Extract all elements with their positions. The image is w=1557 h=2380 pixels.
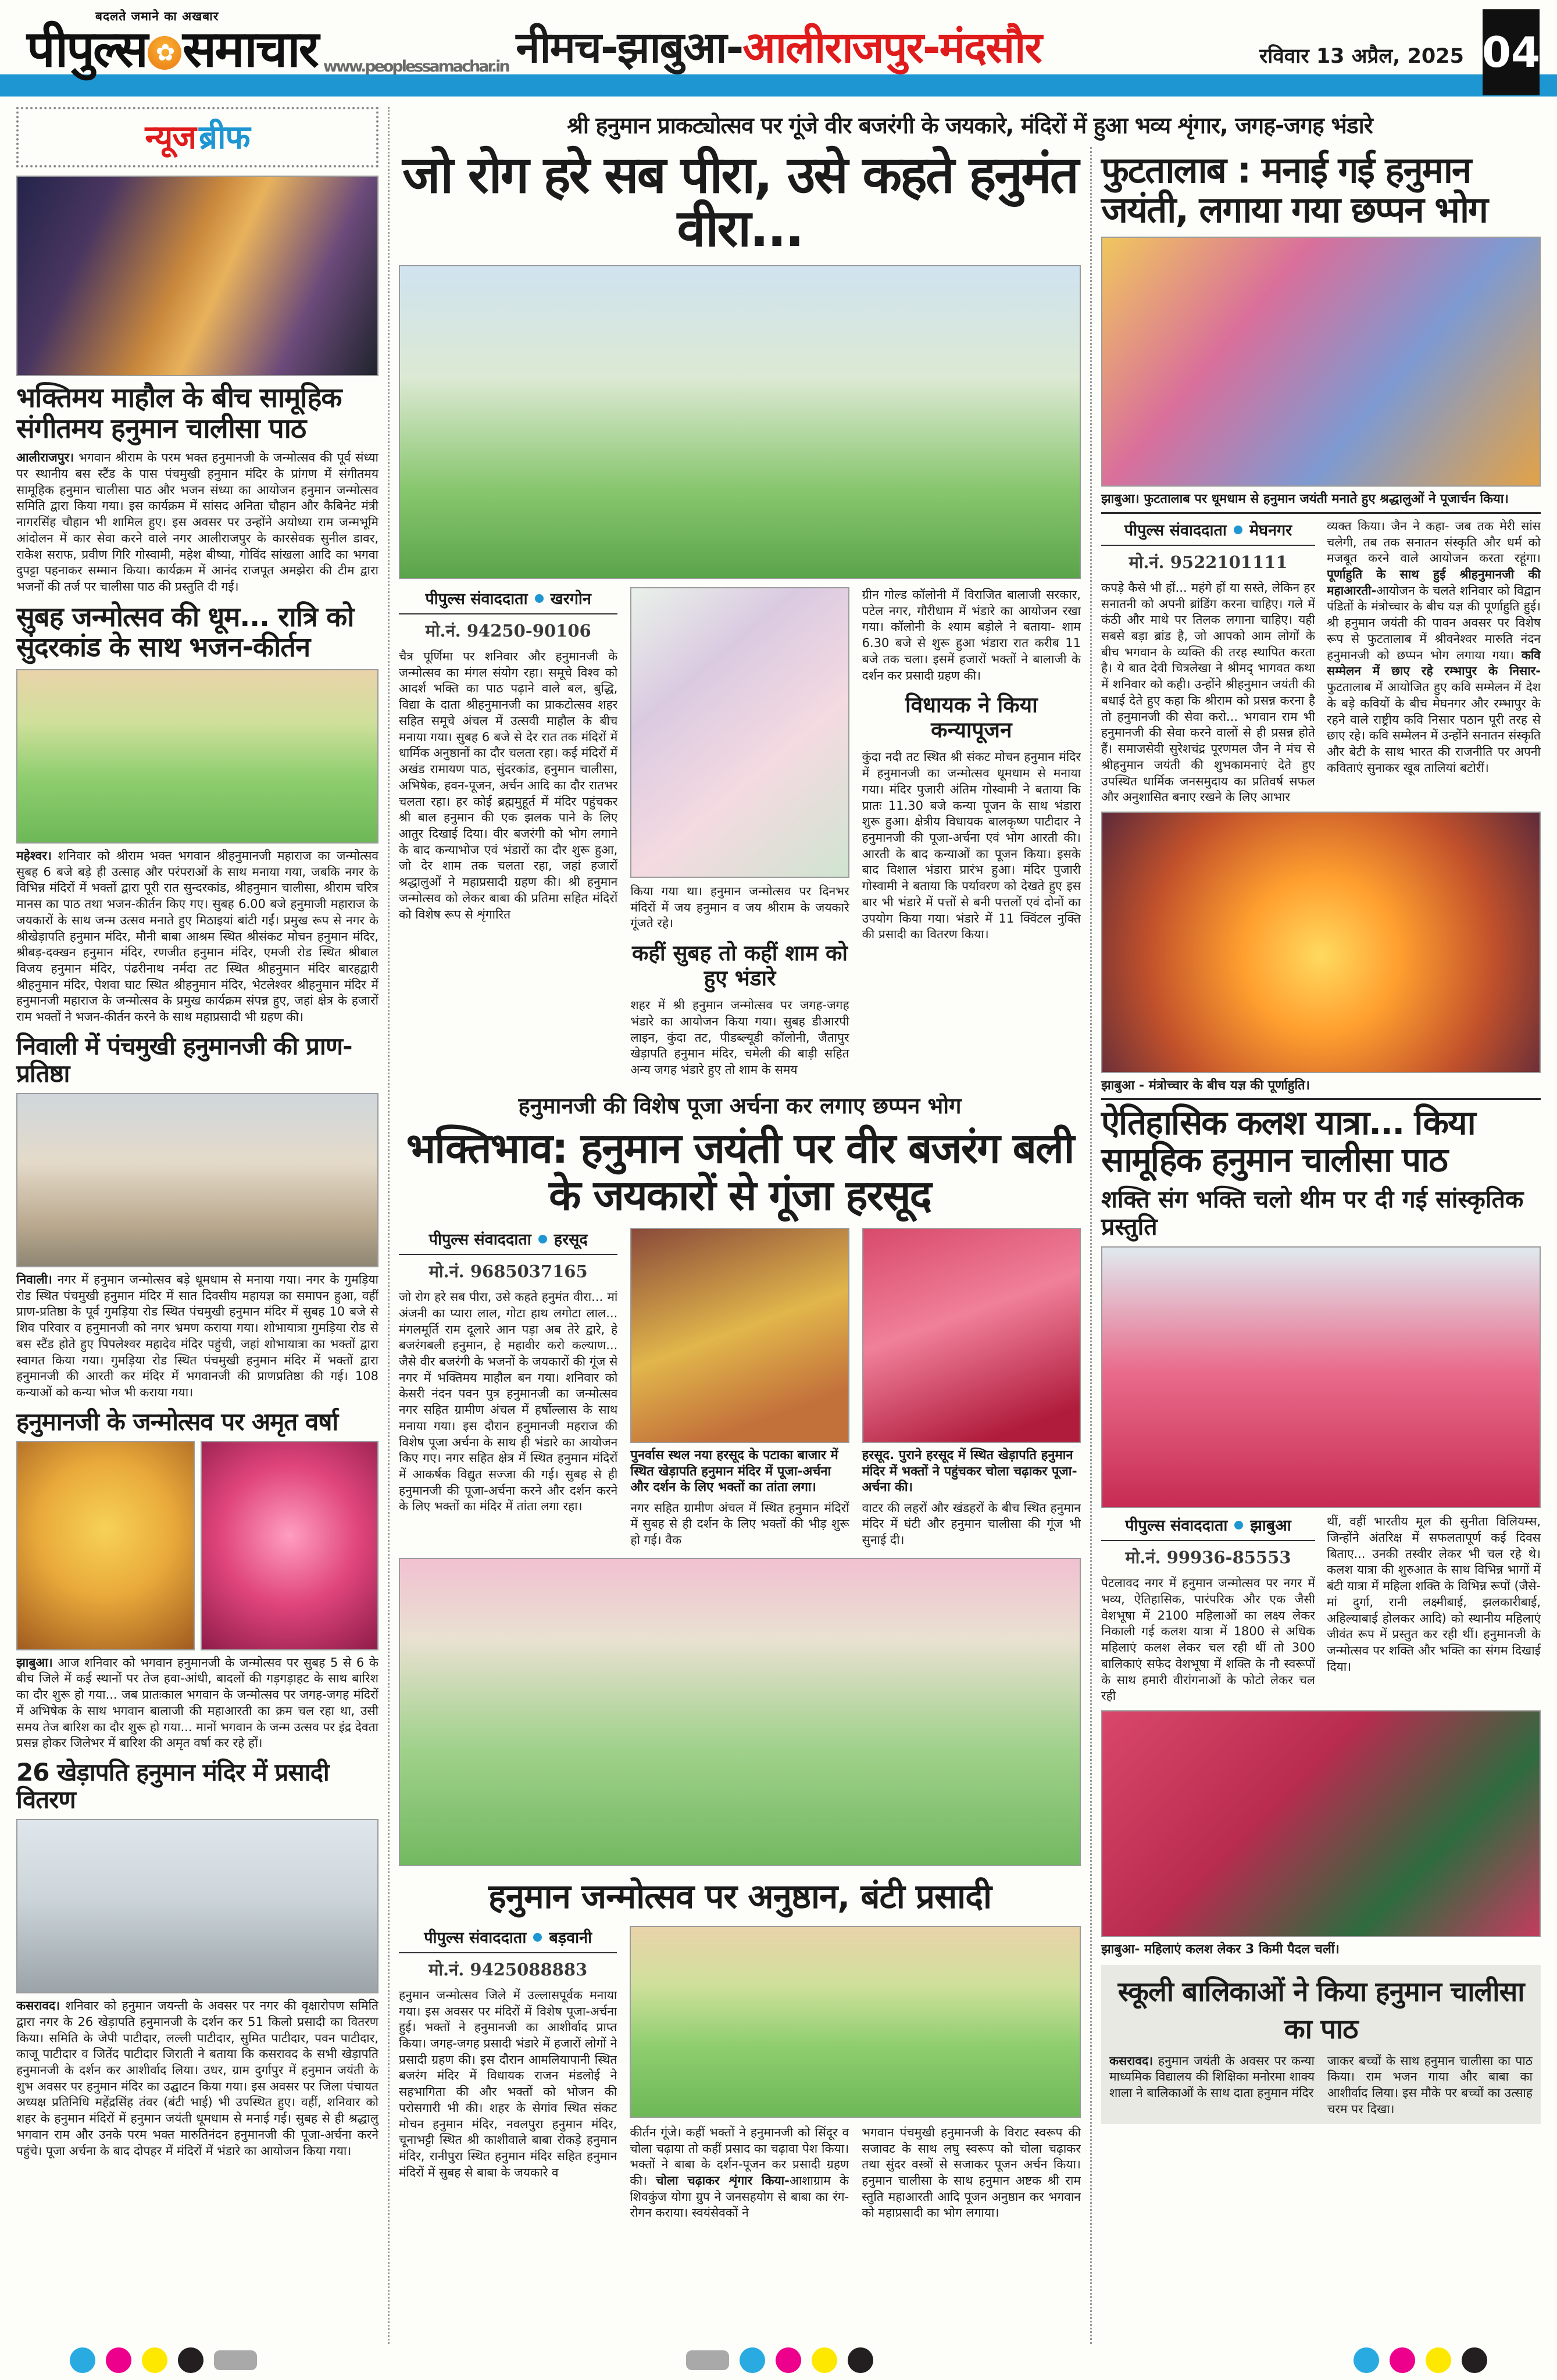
photo-idol-decorated xyxy=(201,1441,379,1650)
page-region-title xyxy=(516,16,1041,75)
futtalab-col2-bold2: कवि सम्मेलन में छाए रहे रम्भापुर के निसार- xyxy=(1327,648,1541,678)
harsud-col1-text: जो रोग हरे सब पीरा, उसे कहते हनुमंत वीरा... मां अंजनी का प्यारा लाल, गोटा हाथ लगोटा लाल... मंगलमूर्ति राम दूलारे आन पड़ा अब तेरे द्वारे, हे बजरंगबली हनुमान, हे महावीर करो कल्याण... जैसे वीर बजरंगी के भजनों के जयकारों की गूंज से नगर में भक्तिमय माहौल बन गया। शनिवार को केसरी नंदन पवन पुत्र हनुमानजी का जन्मोत्सव नगर सहित ग्रामीण अंचल में हर्षोल्लास के साथ मनाया गया। इस दौरान हनुमानजी महराज की विशेष पूजा अर्चना के साथ ही भंडारे का आयोजन किए गए। नगर सहित क्षेत्र में स्थित हनुमान मंदिरों में आकर्षक विद्युत सज्जा की गई। सुबह से ही हनुमानजी की पूजा-अर्चना करने और दर्शन करने के लिए भक्तों का मंदिर में तांता लगा रहा। xyxy=(399,1290,618,1514)
photo-badwani-prasadi-rows xyxy=(630,1926,1081,2118)
harsud-headline: भक्तिभाव: हनुमान जयंती पर वीर बजरंग बली के जयकारों से गूंजा हरसूद xyxy=(406,1123,1074,1220)
news-brief-title-blue: ब्रीफ xyxy=(199,119,250,156)
futtalab-byline xyxy=(1101,519,1315,546)
registration-group-center xyxy=(686,2347,873,2373)
futtalab-col-1 xyxy=(1101,519,1315,806)
photo-kasrawad-group xyxy=(16,1819,378,1993)
lead-text-columns xyxy=(399,587,1081,1078)
lead-col-3 xyxy=(862,587,1081,1078)
photo-alirajpur-evening-event xyxy=(16,176,378,376)
logo-word-left: पीपुल्स xyxy=(27,20,147,78)
subhead-bhandare: कहीं सुबह तो कहीं शाम को हुए भंडारे xyxy=(631,941,848,991)
brief-1-text: भगवान श्रीराम के परम भक्त हनुमानजी के जन्मोत्सव की पूर्व संध्या पर स्थानीय बस स्टैंड के पास पंचमुखी हनुमान मंदिर के प्रांगण में संगीतमय सामूहिक हनुमान चालीसा पाठ और भजन संध्या का आयोजन हनुमान जन्मोत्सव समिति द्वारा किया गया। इस कार्यक्रम में सांसद अनिता चौहान और कैबिनेट मंत्री नागरसिंह चौहान भी शामिल हुए। इस अवसर पर उन्होंने अयोध्या राम जन्मभूमि आंदोलन में कार सेवा करने वाले नगर आलीराजपुर के कारसेवक सुनील डावर, राकेश सराफ, प्रवीण गिरि गोस्वामी, महेश बीष्या, गोविंद सांखला आदि का भगवा दुपट्टा पहनाकर सम्मान किया। कार्यक्रम में आनंद राजपूत अमझेरा की टीम द्वारा भजनों की तर्ज पर चालीसा पाठ की प्रस्तुति दी गई। xyxy=(16,451,378,594)
news-brief-header xyxy=(16,107,378,167)
futtalab-col1-text: कपड़े कैसे भी हों... महंगे हों या सस्ते, लेकिन हर सनातनी को अपनी ब्रांडिंग करना चाहिए। गले में कंठी और माथे पर तिलक लगाना चाहिए। यही सबसे बड़ा ब्रांड है, जो आपको आम लोगों के बीच भगवान के व्यक्ति की तरह स्थापित करता है। ये बात देवी चित्रलेखा ने श्रीमद् भागवत कथा में शनिवार को कही। उन्होंने श्रीहनुमान जयंती की बधाई देते हुए कहा कि श्रीराम को प्रसन्न करना है तो हनुमानजी की सेवा करो... भगवान राम भी हनुमानजी की सेवा करने वालों से ही प्रसन्न होते हैं। समाजसेवी सुरेशचंद्र पूरणमल जैन ने मंच से श्रीहनुमान जयंती की शुभकामनाएं देते हुए उपस्थित धार्मिक जनसमुदाय का प्रतिवर्ष सफल और अनुशासित बनाए रखने के लिए आभार xyxy=(1101,580,1315,805)
lead-reporter: पीपुल्स संवाददाता xyxy=(425,590,528,609)
kalash-phone: मो.नं. 99936-85553 xyxy=(1125,1548,1291,1568)
kalash-headline: ऐतिहासिक कलश यात्रा... किया सामूहिक हनुमान चालीसा पाठ xyxy=(1101,1103,1475,1180)
futtalab-photo-caption: झाबुआ। फुटतालाब पर धूमधाम से हनुमान जयंती मनाते हुए श्रद्धालुओं ने पूजार्चन किया। xyxy=(1101,487,1541,514)
kalash-byline xyxy=(1101,1514,1315,1541)
byline-dot-icon xyxy=(533,1933,542,1942)
futtalab-col-2 xyxy=(1327,519,1541,806)
brief-5-headline: 26 खेड़ापति हनुमान मंदिर में प्रसादी वितरण xyxy=(16,1758,329,1814)
logo-word-right: समाचार xyxy=(182,20,317,78)
brief-3-body xyxy=(16,1272,378,1401)
harsud-photo2-caption: हरसूद. पुराने हरसूद में स्थित खेड़ापति हनुमान मंदिर में भक्तों ने पहुंचकर चोला चढ़ाकर पूजा-अर्चना की। xyxy=(862,1448,1077,1495)
logo-title xyxy=(27,20,509,78)
right-column xyxy=(1090,147,1541,2344)
lead-col1-text: चैत्र पूर्णिमा पर शनिवार और हनुमानजी के जन्मोत्सव का मंगल संयोग रहा। समूचे विश्व को आदर्श भक्ति का पाठ पढ़ाने वाले बल, बुद्धि, विद्या के दाता श्रीहनुमानजी का प्राकटोत्सव शहर सहित समूचे अंचल में उत्सवी माहौल के बीच मनाया गया। सुबह 6 बजे से देर रात तक मंदिरों में धार्मिक अनुष्ठानों का दौर चलता रहा। कई मंदिरों में अखंड रामायण पाठ, सुंदरकांड, हनुमान चालीसा, अभिषेक, हवन-पूजन, अर्चन आदि का दौर रातभर चलता रहा। हर कोई ब्रह्ममुहूर्त में मंदिर पहुंचकर श्री बाल हनुमान की एक झलक पाने के लिए आतुर दिखाई दिया। वीर बजरंगी को भोग लगाने के बाद कन्याभोज एवं भंडारों का दौर शुरू हुआ, जो देर शाम तक चलता रहा, जहां हजारों श्रद्धालुओं ने महाप्रसादी ग्रहण की। श्री हनुमान जन्मोत्सव को लेकर बाबा की प्रतिमा सहित मंदिरों को विशेष रूप से शृंगारित xyxy=(399,649,618,921)
brief-2-text: शनिवार को श्रीराम भक्त भगवान श्रीहनुमानजी महाराज का जन्मोत्सव सुबह 6 बजे बड़े ही उत्साह और परंपराओं के साथ मनाया गया, जबकि नगर के विभिन्न मंदिरों में भक्तों द्वारा पूरी रात सुन्दरकांड, श्रीहनुमान चालीसा, श्रीराम चरित्र मानस का पाठ तथा भजन-कीर्तन किए गए। सुबह 6.00 बजे हनुमाजी महाराज के जयकारों के साथ जन्म उत्सव मनाते हुए मिठाइयां बांटी गईं। प्रमुख रूप से नगर के श्रीखेड़ापति हनुमान मंदिर, मौनी बाबा आश्रम स्थित श्रीसंकट मोचन हनुमान मंदिर, श्रीबड़-दक्खन हनुमान मंदिर, रणजीत हनुमान मंदिर, एमजी रोड स्थित श्रीबाल विजय हनुमान मंदिर, पंढरीनाथ नर्मदा तट स्थित श्रीहनुमान मंदिर बारहद्वारी श्रीहनुमान मंदिर, पेशवा घाट स्थित श्रीहनुमान मंदिर, भेटलेश्वर श्रीहनुमान मंदिर में हनुमानजी महाराज के जन्मोत्सव के प्रमुख कार्यक्रम संपन्न हुए, जहां क्षेत्र के हजारों राम भक्तों ने भजन-कीर्तन करने के साथ महाप्रसादी भी ग्रहण की। xyxy=(16,848,378,1024)
futtalab-columns xyxy=(1101,519,1541,806)
photo-harsud-khedapati-idol xyxy=(862,1228,1081,1443)
lead-story-column xyxy=(399,147,1081,2344)
harsud-byline xyxy=(399,1228,617,1255)
futtalab-col2b: आयोजन के चलते शनिवार को विद्वान पंडितों के मंत्रोच्चार के बीच यज्ञ की पूर्णाहुति हुई। श्री हनुमान जयंती की पावन अवसर पर विशेष रूप से फुटतालाब में श्रीवनेश्वर मारुति नंदन हनुमानजी को छप्पन भोग लगाया गया। xyxy=(1327,583,1541,662)
harsud-phone: मो.नं. 9685037165 xyxy=(428,1262,588,1282)
page-content xyxy=(0,100,1557,2344)
badwani-headline: हनुमान जन्मोत्सव पर अनुष्ठान, बंटी प्रसादी xyxy=(488,1876,992,1916)
brief-5-dateline: कसरावद। xyxy=(16,1999,60,2013)
photo-futtalab-temple-group xyxy=(1101,237,1541,487)
women-photo-caption: झाबुआ- महिलाएं कलश लेकर 3 किमी पैदल चलीं। xyxy=(1101,1942,1340,1957)
futtalab-place: मेघनगर xyxy=(1249,521,1292,539)
harsud-photo1-caption: पुनर्वास स्थल नया हरसूद के पटाका बाजार में स्थित खेड़ापति हनुमान मंदिर में पूजा-अर्चना और दर्शन के लिए भक्तों का तांता लगा। xyxy=(630,1448,838,1495)
photo-kalash-yatra-women xyxy=(1101,1246,1541,1508)
badwani-col1-text: हनुमान जन्मोत्सव जिले में उल्लासपूर्वक मनाया गया। इस अवसर पर मंदिरों में विशेष पूजा-अर्चना हुई। भक्तों ने हनुमानजी का आशीर्वाद प्राप्त किया। जगह-जगह प्रसादी भंडारे में हजारों लोगों ने प्रसादी ग्रहण की। इस दौरान आमलियापानी स्थित बजरंग मंदिर में विधायक राजन मंडलोई ने सहभागिता की और भक्तों को भोजन की परोसगारी भी की। शहर के सेगांव स्थित संकट मोचन हनुमान मंदिर, नवलपुरा हनुमान मंदिर, चूनाभट्टी स्थित श्री काशीवाले बाबा रोकड़े हनुमान मंदिर, रानीपुरा स्थित हनुमान मंदिर सहित हनुमान मंदिरों में सुबह से बाबा के जयकारे व xyxy=(399,1988,617,2179)
brief-2-headline: सुबह जन्मोत्सव की धूम... रात्रि को सुंदरकांड के साथ भजन-कीर्तन xyxy=(16,601,354,664)
registration-dot-magenta xyxy=(776,2347,801,2373)
badwani-col2-bold: चोला चढ़ाकर शृंगार किया- xyxy=(656,2173,790,2188)
futtalab-col2-bold1: पूर्णाहुति के साथ हुई श्रीहनुमानजी की महाआरती- xyxy=(1327,567,1541,598)
photo-women-with-kalash-closeup xyxy=(1101,1710,1541,1937)
lead-col-2 xyxy=(630,587,849,1078)
badwani-col2a: कीर्तन गूंजे। कहीं भक्तों ने हनुमानजी को सिंदूर व चोला चढ़ाया तो कहीं प्रसाद का चढ़ावा पेश किया। भक्तों ने बाबा के दर्शन-पूजन कर प्रसादी ग्रहण की। xyxy=(630,2125,849,2188)
futtalab-reporter: पीपुल्स संवाददाता xyxy=(1124,521,1227,539)
harsud-reporter: पीपुल्स संवाददाता xyxy=(428,1231,531,1249)
yagna-photo-caption: झाबुआ - मंत्रोच्चार के बीच यज्ञ की पूर्णाहुति। xyxy=(1101,1073,1541,1100)
badwani-col-1 xyxy=(399,1926,617,2221)
photo-niwali-procession xyxy=(16,1093,378,1267)
brief-5-body xyxy=(16,1998,378,2159)
harsud-kicker: हनुमानजी की विशेष पूजा अर्चना कर लगाए छप्पन भोग xyxy=(518,1092,962,1118)
badwani-two-cols xyxy=(630,2125,1081,2221)
lead-headline: जो रोग हरे सब पीरा, उसे कहते हनुमंत वीरा... xyxy=(402,145,1077,258)
main-area xyxy=(399,107,1541,2344)
kalash-col1-text: पेटलावद नगर में हनुमान जन्मोत्सव पर नगर में भव्य, ऐतिहासिक, पारंपरिक और एक जैसी वेशभूषा में 2100 महिलाओं का लक्ष्य लेकर निकाली गई कलश यात्रा में 1800 से अधिक महिलाएं कलश लेकर चल रही थीं तो 300 बालिकाएं सफेद वेशभूषा में शक्ति के नौ स्वरूपों के साथ हमारी वीरांगनाओं के फोटो लेकर चल रही xyxy=(1101,1576,1315,1703)
registration-dot-magenta xyxy=(106,2347,131,2373)
region-red: आलीराजपुर-मंदसौर xyxy=(742,23,1041,73)
kalash-place: झाबुआ xyxy=(1250,1517,1291,1535)
kalash-subhead: शक्ति संग भक्ति चलो थीम पर दी गई सांस्कृतिक प्रस्तुति xyxy=(1101,1185,1524,1241)
lead-col-1 xyxy=(399,587,617,1078)
harsud-place: हरसूद xyxy=(553,1231,588,1249)
brief-4-body xyxy=(16,1655,378,1752)
registration-dot-yellow xyxy=(142,2347,167,2373)
harsud-col-2 xyxy=(630,1228,849,1549)
registration-dot-yellow xyxy=(812,2347,837,2373)
issue-date: रविवार 13 अप्रैल, 2025 xyxy=(1259,45,1464,68)
photo-maheshwar-feast xyxy=(16,669,378,844)
photo-harsud-temple-idol xyxy=(630,1228,849,1443)
harsud-col3-text: वाटर की लहरों और खंडहरों के बीच स्थित हनुमान मंदिर में घंटी और हनुमान चालीसा की गूंज भी सुनाई दी। xyxy=(862,1500,1081,1548)
brief-3-dateline: निवाली। xyxy=(16,1272,52,1287)
photo-street-bhandara-crowd xyxy=(399,1558,1081,1866)
brief-1-body xyxy=(16,450,378,595)
photo-idol-golden xyxy=(16,1441,195,1650)
main-split xyxy=(399,147,1541,2344)
masthead xyxy=(0,0,1557,100)
registration-gray-mark xyxy=(214,2350,257,2370)
registration-group-left xyxy=(70,2347,257,2373)
brief-3-text: नगर में हनुमान जन्मोत्सव बड़े धूमधाम से मनाया गया। नगर के गुमड़िया रोड स्थित पंचमुखी हनुमान मंदिर में सात दिवसीय महायज्ञ का समापन हुआ, वहीं प्राण-प्रतिष्ठा के पूर्व गुमड़िया रोड स्थित पंचमुखी हनुमान मंदिर में सुबह 10 बजे से शिव परिवार व हनुमानजी को नगर भ्रमण कराया गया। शोभायात्रा गुमड़िया रोड से बस स्टैंड होते हुए पिपलेश्वर महादेव मंदिर पहुंची, जहां शोभायात्रा का भक्तों द्वारा स्वागत किया गया। गुमड़िया रोड स्थित पंचमुखी हनुमान मंदिर में भक्तों द्वारा हनुमानजी की आरती कर मंदिर में भगवानजी की प्राणप्रतिष्ठा की गई। 108 कन्याओं को कन्या भोज भी कराया गया। xyxy=(16,1272,378,1399)
registration-dot-magenta xyxy=(1390,2347,1415,2373)
lead-byline xyxy=(399,587,617,614)
brief-5-text: शनिवार को हनुमान जयन्ती के अवसर पर नगर की वृक्षारोपण समिति द्वारा नगर के 26 खेड़ापति हनुमानजी के दर्शन कर 51 किलो प्रसादी का वितरण किया। समिति के जेपी पाटीदार, लल्ली पाटीदार, सुमित पाटीदार, पवन पाटीदार, काजू पाटीदार व जितेंद पाटीदार जिराती ने बताया कि कसरावद के सभी खेड़ापति हनुमानजी के दर्शन कर आशीर्वाद लिया। उधर, ग्राम दुर्गापुर में हनुमान जयंती के शुभ अवसर पर हनुमान मंदिर का उद्घाटन किया गया। इस अवसर पर जिला पंचायत अध्यक्ष प्रतिनिधि महेंद्रसिंह तंवर (बंटी भाई) भी उपस्थित हुए। वहीं, शनिवार को शहर के हनुमान मंदिरों में हनुमान जयंती धूमधाम से मनाई गई। सुबह से ही श्रद्धालु भगवान राम और उनके परम भक्त मारुतिनंदन हनुमानजी की पूजा-अर्चना करने पहुंचे। पूजा अर्चना के बाद दोपहर में मंदिरों में भंडारे का आयोजन किया गया। xyxy=(16,1999,378,2158)
kalash-col2-text: थीं, वहीं भारतीय मूल की सुनीता विलियम्स, जिन्होंने अंतरिक्ष में सफलतापूर्ण कई दिवस बिताए... उनकी तस्वीर लेकर भी चल रहे थे। कलश यात्रा की शुरुआत के साथ विभिन्न भागों में बंटी यात्रा में महिला शक्ति के विभिन्न रूपों (जैसे- मां दुर्गा, रानी लक्ष्मीबाई, झलकारीबाई, अहिल्याबाई होलकर आदि) को स्थानीय महिलाएं जीवंत रूप में प्रस्तुत कर रही थीं। हनुमानजी के जन्मोत्सव पर शक्ति और भक्ति का संगम दिखाई दिया। xyxy=(1327,1514,1541,1674)
badwani-col2-text xyxy=(630,2125,849,2221)
registration-dot-yellow xyxy=(1426,2347,1451,2373)
newspaper-logo xyxy=(27,8,509,78)
brief-3-headline: निवाली में पंचमुखी हनुमानजी की प्राण-प्रतिष्ठा xyxy=(16,1031,352,1088)
futtalab-phone: मो.नं. 9522101111 xyxy=(1129,552,1288,572)
school-col2-text: जाकर बच्चों के साथ हनुमान चालीसा का पाठ किया। राम भजन गाया और बाबा का आशीर्वाद लिया। इस मौके पर बच्चों का उत्साह चरम पर दिखा। xyxy=(1327,2053,1533,2116)
kalash-col-2 xyxy=(1327,1514,1541,1704)
brief-1-headline: भक्तिमय माहौल के बीच सामूहिक संगीतमय हनुमान चालीसा पाठ xyxy=(16,382,342,445)
futtalab-col2c: फुटतालाब में आयोजित हुए कवि सम्मेलन में देश के बड़े कवियों के बीच मेघनगर और रम्भापुर के रहने वाले राष्ट्रीय कवि निसार पठान पूरी तरह से छाए रहे। कवि सम्मेलन में उन्होंने सनातन संस्कृति और बेटी के साथ भारत की राजनीति पर अपनी कविताएं सुनाकर खूब तालियां बटोरीं। xyxy=(1327,680,1541,775)
badwani-phone: मो.नं. 9425088883 xyxy=(428,1959,588,1979)
badwani-col3-text: भगवान पंचमुखी हनुमानजी के विराट स्वरूप की सजावट के साथ लघु स्वरूप को चोला चढ़ाकर तथा सुंदर वस्त्रों से सजाकर पूजन अर्चन किया। हनुमान चालीसा के साथ हनुमान अष्टक श्री राम स्तुति महाआरती आदि पूजन अनुष्ठान कर भगवान को महाप्रसादी का भोग लगाया। xyxy=(862,2125,1081,2220)
lead-phone: मो.नं. 94250-90106 xyxy=(425,621,591,641)
byline-dot-icon xyxy=(535,594,544,603)
website-url: www.peoplessamachar.in xyxy=(323,58,509,76)
registration-dot-cyan xyxy=(740,2347,765,2373)
registration-dot-black xyxy=(848,2347,873,2373)
brief-4-headline: हनुमानजी के जन्मोत्सव पर अमृत वर्षा xyxy=(16,1407,338,1436)
badwani-right-block xyxy=(630,1926,1081,2221)
school-columns xyxy=(1109,2053,1533,2118)
lead-col2b-text: शहर में श्री हनुमान जन्मोत्सव पर जगह-जगह भंडारे का आयोजन किया गया। सुबह डीआरपी लाइन, कुंदा तट, पीडब्ल्यूडी कॉलोनी, जैतापुर खेड़ापति हनुमान मंदिर, चमेली की बाड़ी सहित अन्य जगह भंडारे हुए तो शाम के समय xyxy=(630,998,849,1077)
lead-col2a-text: किया गया था। हनुमान जन्मोत्सव पर दिनभर मंदिरों में जय हनुमान व जय श्रीराम के जयकारे गूंजते रहे। xyxy=(630,884,849,931)
photo-yagna-purnahuti xyxy=(1101,812,1541,1073)
school-headline: स्कूली बालिकाओं ने किया हनुमान चालीसा का पाठ xyxy=(1117,1975,1524,2045)
kalash-columns xyxy=(1101,1514,1541,1704)
photo-blessing-children xyxy=(630,587,849,878)
school-col1-text xyxy=(1109,2053,1315,2118)
photo-khargone-bhandara-rows xyxy=(399,265,1081,579)
futtalab-col2a: व्यक्त किया। जैन ने कहा- जब तक मेरी सांस चलेगी, तब तक सनातन संस्कृति और धर्म को मजबूत करने वाले आयोजन करता रहूंगा। xyxy=(1327,519,1541,566)
lead-col3b-text: कुंदा नदी तट स्थित श्री संकट मोचन हनुमान मंदिर में हनुमानजी का जन्मोत्सव धूमधाम से मनाया गया। मंदिर पुजारी अंतिम गोस्वामी ने बताया कि प्रातः 11.30 बजे कन्या पूजन के साथ भंडारा शुरू हुआ। क्षेत्रीय विधायक बालकृष्ण पाटीदार ने हनुमानजी की पूजा-अर्चना एवं भोग आरती की। आरती के बाद कन्याओं का पूजन किया। इसके बाद विशाल भंडारा प्रारंभ हुआ। मंदिर पुजारी गोस्वामी ने बताया कि पर्यावरण को देखते हुए इस बार भी भंडारे में पत्तों से बनी पत्तलों एवं दोनों का उपयोग किया गया। भंडारे में 11 क्विंटल नुक्ति की प्रसादी का वितरण किया। xyxy=(862,750,1081,942)
brief-2-body xyxy=(16,848,378,1025)
brief-4-text: आज शनिवार को भगवान हनुमानजी के जन्मोत्सव पर सुबह 5 से 6 के बीच जिले में कई स्थानों पर तेज हवा-आंधी, बादलों की गड़गड़ाहट के साथ बारिश का दौर शुरू हो गया... जब प्रातःकाल भगवान के जन्मोत्सव पर जगह-जगह मंदिरों में अभिषेक के साथ भगवान बालाजी की महाआरती का क्रम चल रहा था, उसी समय तेज बारिश का दौर शुरू हो गया... मानों भगवान के जन्म उत्सव पर इंद्र देवता प्रसन्न होकर जिलेभर में बारिश की अमृत वर्षा कर रहे हों। xyxy=(16,1655,378,1750)
registration-dot-cyan xyxy=(70,2347,95,2373)
lead-place: खरगोन xyxy=(550,590,591,609)
lead-kicker: श्री हनुमान प्राकट्योत्सव पर गूंजे वीर बजरंगी के जयकारे, मंदिरों में हुआ भव्य शृंगार, जगह-जगह भंडारे xyxy=(567,113,1373,139)
page-number-badge: 04 xyxy=(1483,9,1540,95)
harsud-col-3 xyxy=(862,1228,1081,1549)
harsud-col2-text: नगर सहित ग्रामीण अंचल में स्थित हनुमान मंदिरों में सुबह से ही दर्शन के लिए भक्तों की भीड़ शुरू हो गई। वैक xyxy=(630,1500,849,1548)
badwani-place: बड़वानी xyxy=(549,1928,592,1947)
brief-2-dateline: महेश्वर। xyxy=(16,848,52,863)
byline-dot-icon xyxy=(538,1235,547,1243)
lead-col3a-text: ग्रीन गोल्ड कॉलोनी में विराजित बालाजी सरकार, पटेल नगर, गौरीधाम में भंडारे का आयोजन रखा गया। कॉलोनी के श्याम बड़ोले ने बताया- शाम 6.30 बजे से शुरू हुआ भंडारा रात करीब 11 बजे तक चला। इसमें हजारों भक्तों ने बालाजी के दर्शन कर प्रसादी ग्रहण की। xyxy=(862,588,1081,682)
logo-tagline: बदलते जमाने का अखबार xyxy=(95,9,219,23)
news-brief-title-red: न्यूज xyxy=(145,119,196,156)
print-registration-strip xyxy=(0,2347,1557,2375)
harsud-columns xyxy=(399,1228,1081,1549)
school-dateline: कसरावद। xyxy=(1109,2053,1154,2068)
registration-gray-mark xyxy=(686,2350,729,2370)
flower-icon: ✿ xyxy=(148,36,181,70)
kalash-col-1 xyxy=(1101,1514,1315,1704)
photo-pair-idols xyxy=(16,1441,378,1650)
badwani-reporter: पीपुल्स संवाददाता xyxy=(424,1928,527,1947)
region-black: नीमच-झाबुआ- xyxy=(516,23,743,73)
brief-4-dateline: झाबुआ। xyxy=(16,1655,53,1670)
subhead-kanya-pujan: विधायक ने किया कन्यापूजन xyxy=(905,692,1038,742)
byline-dot-icon xyxy=(1234,1521,1243,1530)
kalash-reporter: पीपुल्स संवाददाता xyxy=(1125,1517,1228,1535)
futtalab-col2-text xyxy=(1327,519,1541,777)
school-col1: हनुमान जयंती के अवसर पर कन्या माध्यमिक विद्यालय की शिक्षिका मनोरमा शाक्य शाला ने बालिकाओं के साथ दाता हनुमान मंदिर xyxy=(1109,2053,1315,2100)
byline-dot-icon xyxy=(1234,526,1242,534)
harsud-col-1 xyxy=(399,1228,617,1549)
brief-1-dateline: आलीराजपुर। xyxy=(16,451,74,465)
news-brief-column xyxy=(16,107,390,2344)
registration-dot-black xyxy=(1462,2347,1487,2373)
badwani-columns xyxy=(399,1926,1081,2221)
badwani-byline xyxy=(399,1926,617,1953)
registration-dot-cyan xyxy=(1354,2347,1379,2373)
registration-group-right xyxy=(1354,2347,1487,2373)
school-story-box xyxy=(1101,1965,1541,2125)
badwani-col2b: आशाग्राम के शिवकुंज योगा ग्रुप ने जनसहयोग से बाबा का रंग-रोगन कराया। स्वयंसेवकों ने xyxy=(630,2173,849,2220)
registration-dot-black xyxy=(178,2347,203,2373)
futtalab-headline: फुटतालाब : मनाई गई हनुमान जयंती, लगाया गया छप्पन भोग xyxy=(1101,149,1487,231)
